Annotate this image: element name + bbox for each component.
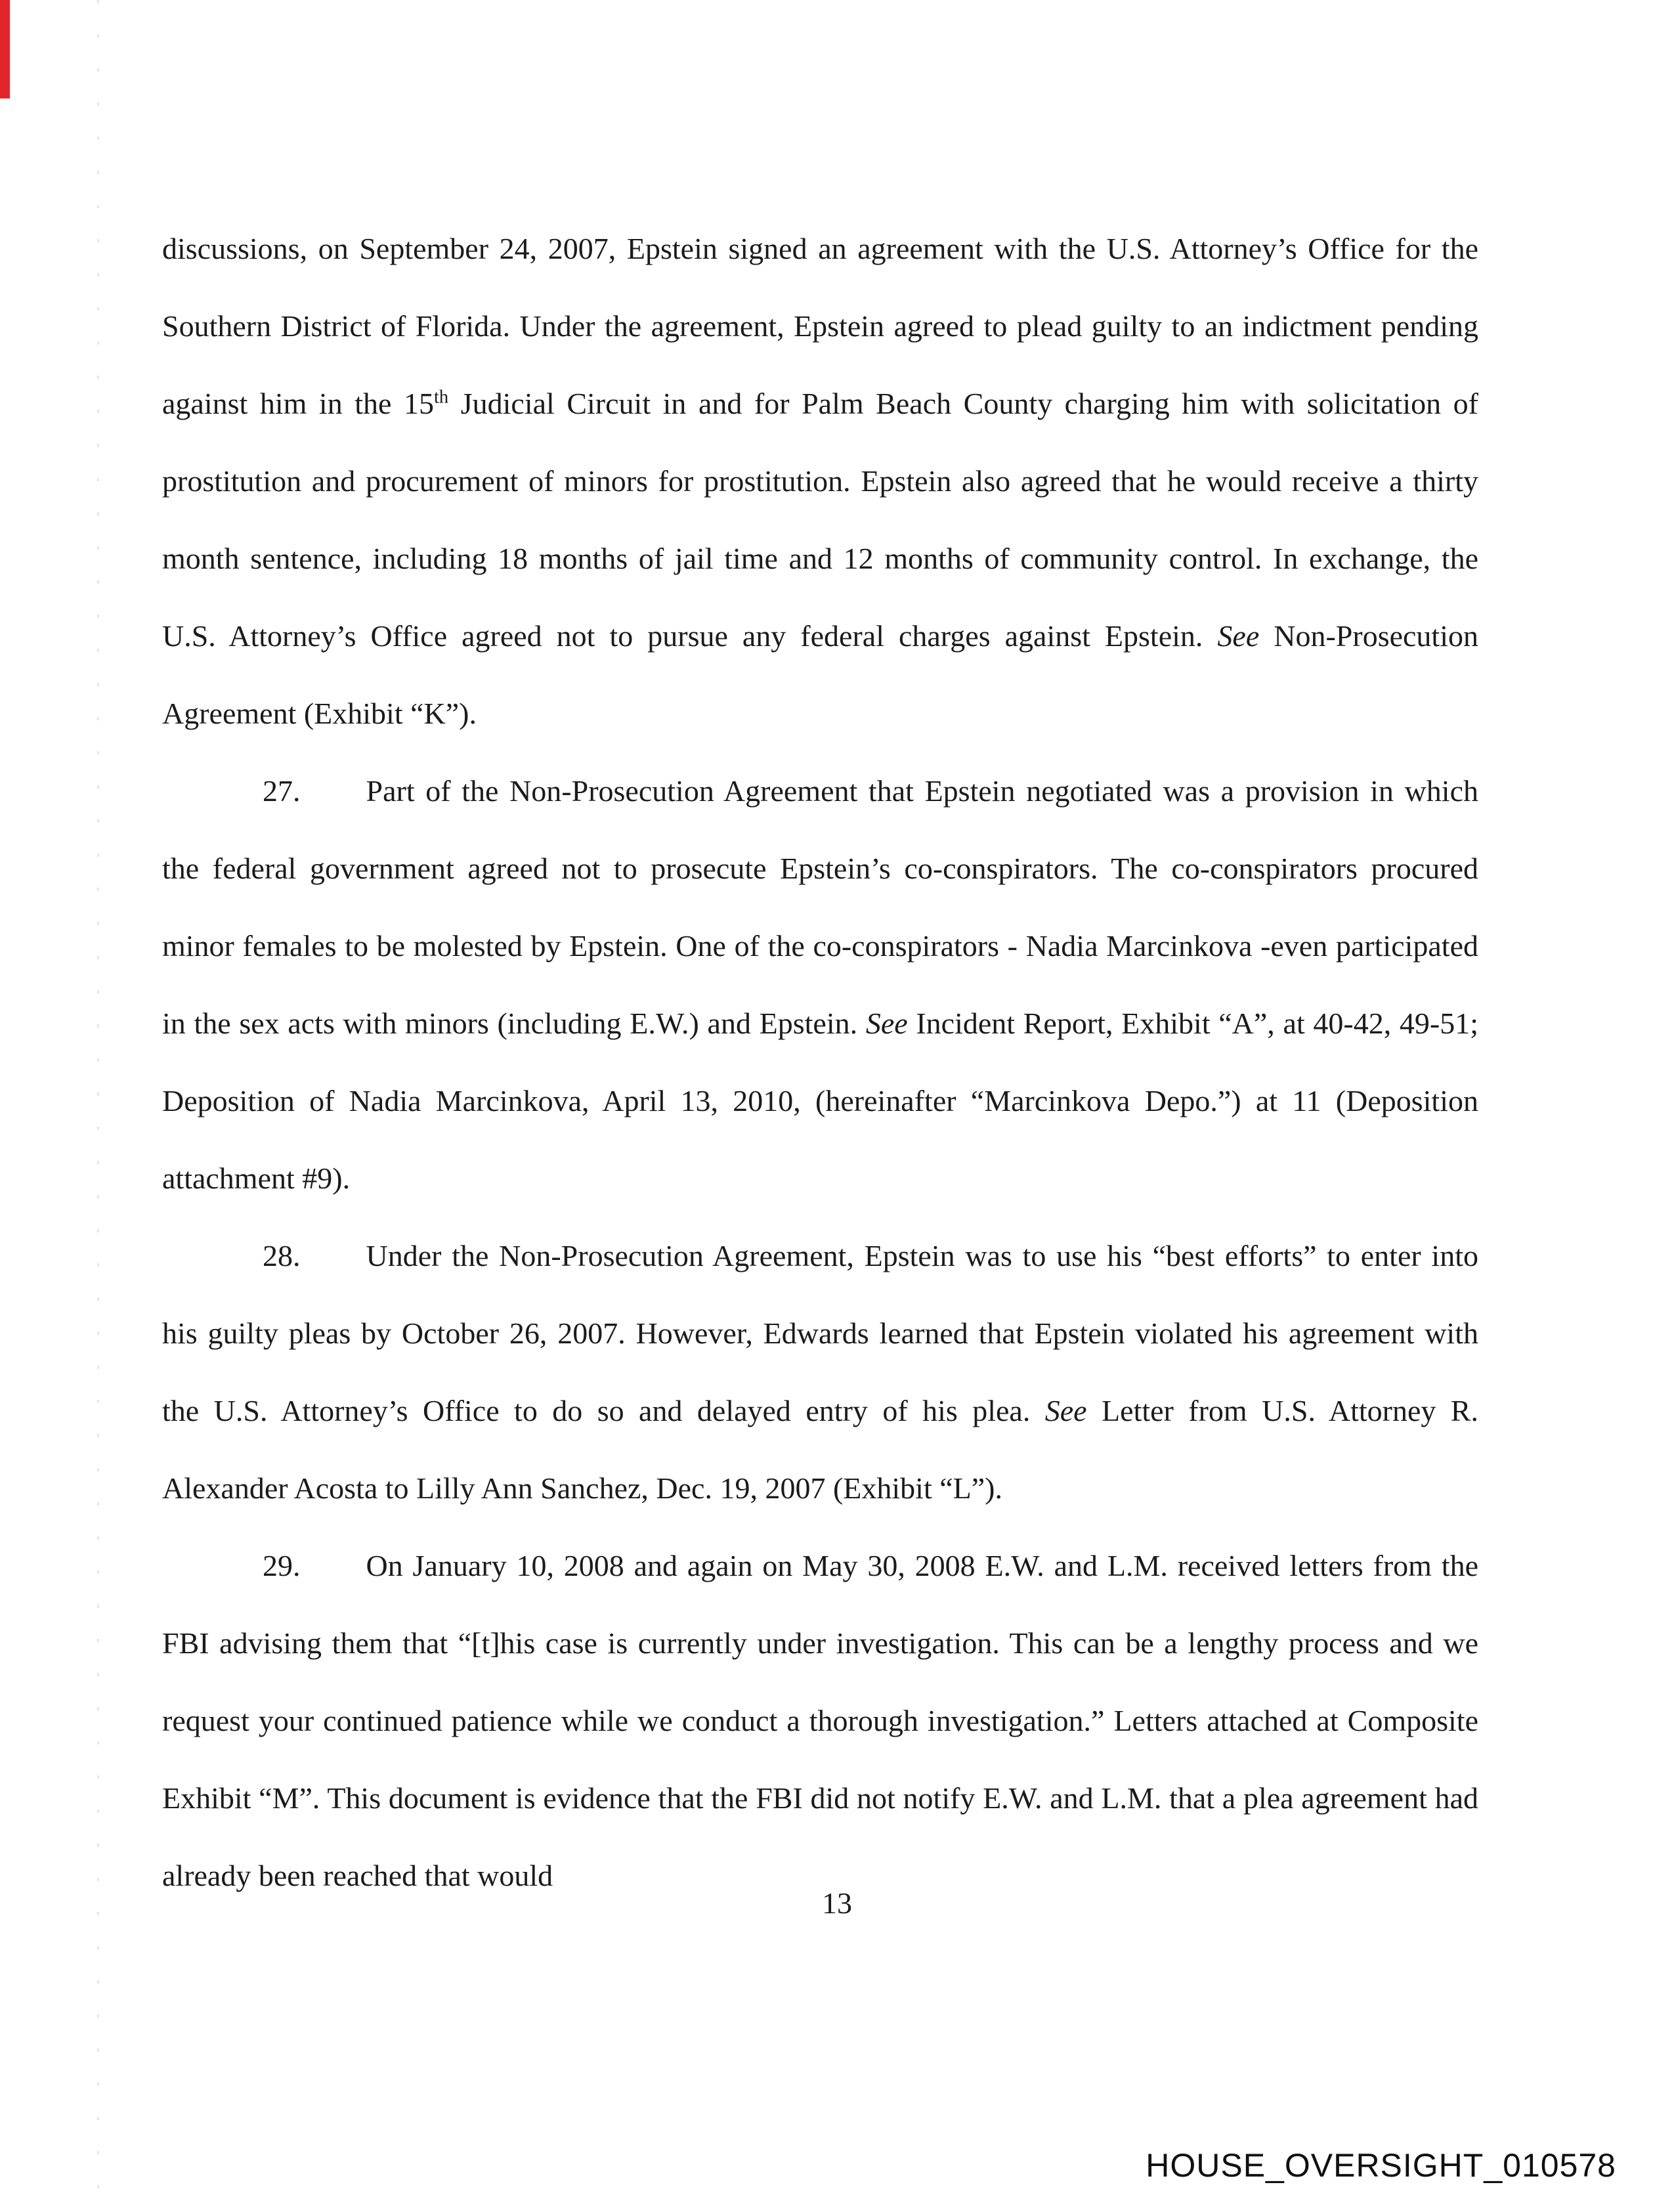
paragraph-number: 28. — [263, 1239, 301, 1272]
paragraph-text: On January 10, 2008 and again on May 30, 2008 E.W. and L.M. received letters from the FBI advising them that “[t]his case is currently under investigation. This can be a lengthy process and we request your continued patience while we conduct a thorough investigation.” Letters attached at Composite Exhibit “M”. This document is evidence that the FBI did not notify E.W. and L.M. that a plea agreement had already been reached that would — [162, 1549, 1478, 1892]
paragraph-text: discussions, on September 24, 2007, Epstein signed an agreement with the U.S. Attorney’s Office for the Southern District of Florida. Under the agreement, Epstein agreed to plead guilty to an indictment pending against him in the 15 — [162, 232, 1478, 420]
paragraph-number: 27. — [263, 774, 301, 808]
see-citation: See — [865, 1007, 908, 1040]
superscript-ordinal: th — [434, 387, 449, 408]
paragraph-28 — [162, 1217, 1478, 1527]
see-citation: See — [1044, 1394, 1087, 1427]
paragraph-text: Under the Non-Prosecution Agreement, Epstein was to use his “best efforts” to enter into his guilty pleas by October 26, 2007. However, Edwards learned that Epstein violated his agreement with the U.S. Attorney’s Office to do so and delayed entry of his plea. — [162, 1239, 1478, 1427]
scan-artifact-red-mark — [0, 0, 10, 98]
see-citation: See — [1217, 619, 1260, 653]
page-number: 13 — [822, 1886, 852, 1920]
scan-artifact-dotted-line — [97, 0, 99, 2212]
paragraph-continuation — [162, 210, 1478, 752]
paragraph-text: Part of the Non-Prosecution Agreement that Epstein negotiated was a provision in which the federal government agreed not to prosecute Epstein’s co-conspirators. The co-conspirators procured minor females to be molested by Epstein. One of the co-conspirators - Nadia Marcinkova -even participated in the sex acts with minors (including E.W.) and Epstein. — [162, 774, 1478, 1040]
bates-stamp: HOUSE_OVERSIGHT_010578 — [1146, 2147, 1616, 2184]
citation-text: Incident Report, Exhibit “A”, at 40-42, 49-51; Deposition of Nadia Marcinkova, April 13, 2010, (hereinafter “Marcinkova Depo.”) at 11 (Deposition attachment #9). — [162, 1007, 1478, 1195]
paragraph-27 — [162, 752, 1478, 1217]
citation-text: Letter from U.S. Attorney R. Alexander Acosta to Lilly Ann Sanchez, Dec. 19, 2007 (Exhibit “L”). — [162, 1394, 1478, 1505]
document-body — [162, 210, 1478, 1915]
paragraph-number: 29. — [263, 1549, 301, 1582]
citation-text: Non-Prosecution Agreement (Exhibit “K”). — [162, 619, 1478, 730]
paragraph-29 — [162, 1527, 1478, 1915]
paragraph-text: Judicial Circuit in and for Palm Beach County charging him with solicitation of prostitution and procurement of minors for prostitution. Epstein also agreed that he would receive a thirty month sentence, including 18 months of jail time and 12 months of community control. In exchange, the U.S. Attorney’s Office agreed not to pursue any federal charges against Epstein. — [162, 387, 1478, 653]
